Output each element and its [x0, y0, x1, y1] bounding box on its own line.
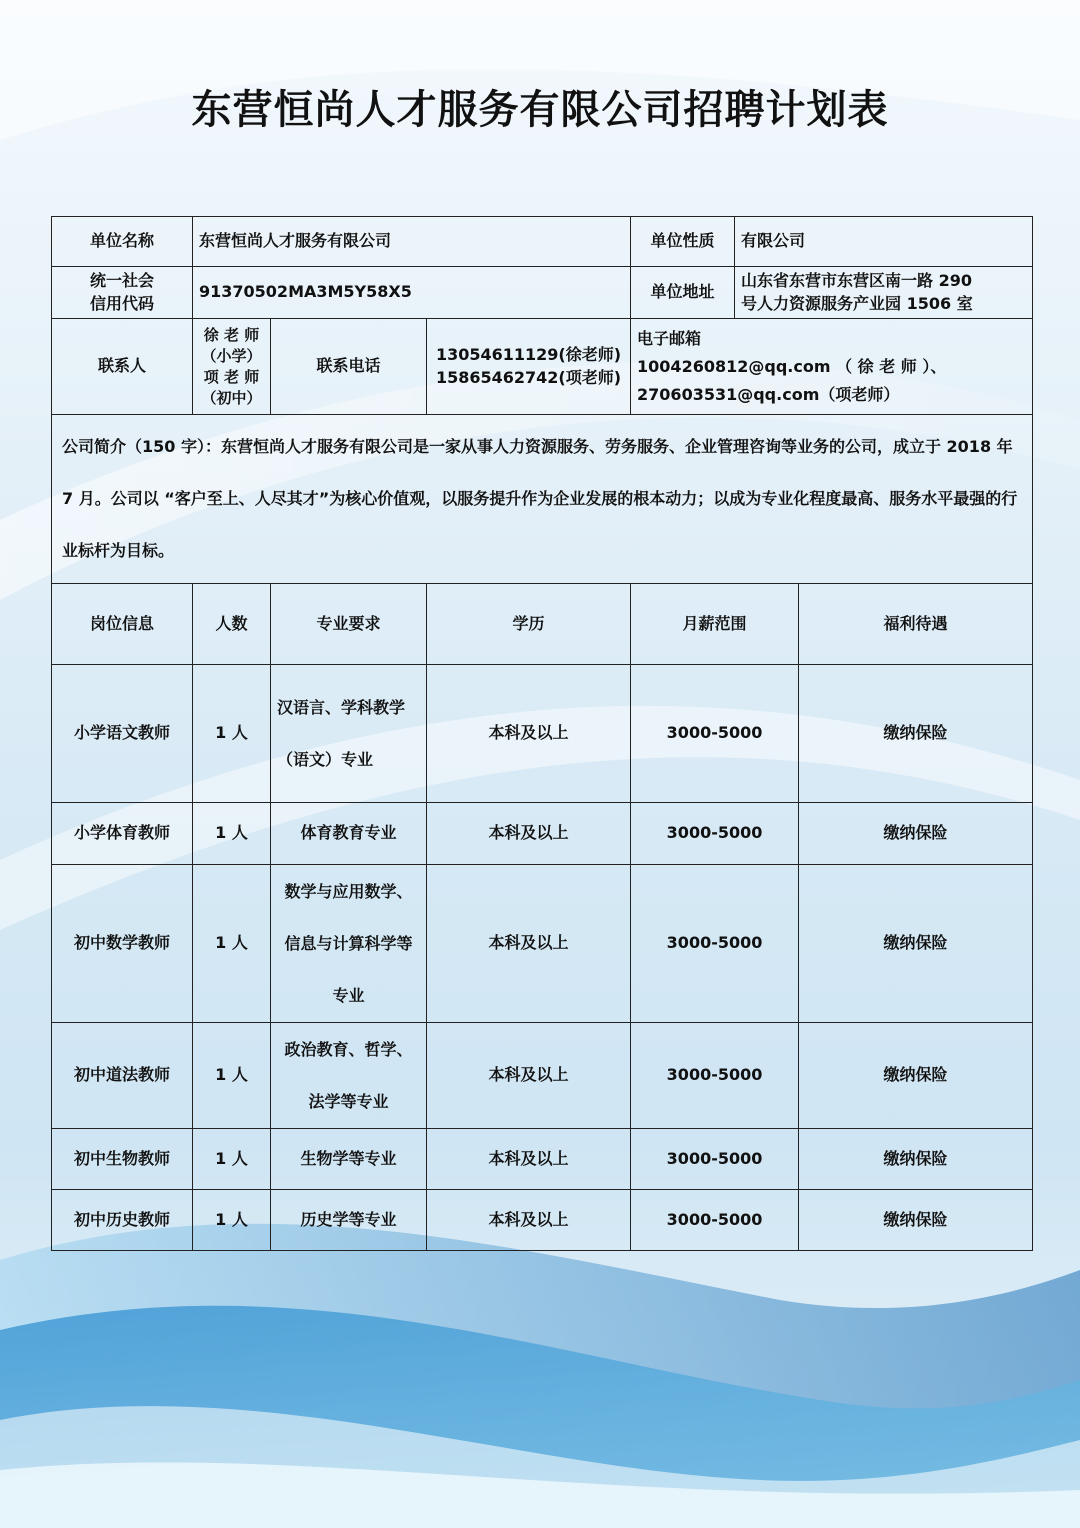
job-count: 1 人 [193, 1190, 271, 1251]
job-salary: 3000-5000 [631, 803, 799, 865]
job-benefits: 缴纳保险 [799, 865, 1033, 1023]
job-major: 政治教育、哲学、法学等专业 [271, 1023, 427, 1129]
job-count: 1 人 [193, 665, 271, 803]
address-value: 山东省东营市东营区南一路 290 号人力资源服务产业园 1506 室 [735, 267, 1033, 319]
contact-label: 联系人 [52, 319, 193, 415]
job-position: 小学语文教师 [52, 665, 193, 803]
table-row [52, 803, 1033, 865]
job-salary: 3000-5000 [631, 1190, 799, 1251]
job-count: 1 人 [193, 1023, 271, 1129]
job-major: 生物学等专业 [271, 1129, 427, 1190]
unit-type-value: 有限公司 [735, 217, 1033, 267]
job-salary: 3000-5000 [631, 665, 799, 803]
info-row-code [52, 267, 1033, 319]
job-count: 1 人 [193, 803, 271, 865]
phone-label: 联系电话 [271, 319, 427, 415]
table-row [52, 865, 1033, 1023]
credit-code-value: 91370502MA3M5Y58X5 [193, 267, 631, 319]
job-education: 本科及以上 [427, 865, 631, 1023]
header-benefits: 福利待遇 [799, 584, 1033, 665]
job-position: 初中数学教师 [52, 865, 193, 1023]
header-education: 学历 [427, 584, 631, 665]
phone-values: 13054611129(徐老师) 15865462742(项老师) [427, 319, 631, 415]
unit-type-label: 单位性质 [631, 217, 735, 267]
header-row [52, 584, 1033, 665]
job-salary: 3000-5000 [631, 865, 799, 1023]
job-education: 本科及以上 [427, 665, 631, 803]
header-position: 岗位信息 [52, 584, 193, 665]
job-benefits: 缴纳保险 [799, 1129, 1033, 1190]
email-cell: 电子邮箱 1004260812@qq.com （ 徐 老 师 ）、 270603531@qq.com（项老师） [631, 319, 1033, 415]
job-salary: 3000-5000 [631, 1129, 799, 1190]
job-education: 本科及以上 [427, 803, 631, 865]
job-position: 初中道法教师 [52, 1023, 193, 1129]
job-position: 初中生物教师 [52, 1129, 193, 1190]
job-count: 1 人 [193, 1129, 271, 1190]
job-count: 1 人 [193, 865, 271, 1023]
job-benefits: 缴纳保险 [799, 803, 1033, 865]
info-row-unit [52, 217, 1033, 267]
intro-row [52, 415, 1033, 584]
job-major: 体育教育专业 [271, 803, 427, 865]
credit-code-label: 统一社会 信用代码 [52, 267, 193, 319]
table-row [52, 1129, 1033, 1190]
job-major: 数学与应用数学、信息与计算科学等专业 [271, 865, 427, 1023]
job-position: 初中历史教师 [52, 1190, 193, 1251]
job-benefits: 缴纳保险 [799, 665, 1033, 803]
info-row-contact [52, 319, 1033, 415]
job-position: 小学体育教师 [52, 803, 193, 865]
header-salary: 月薪范围 [631, 584, 799, 665]
contact-names: 徐 老 师 （小学） 项 老 师 （初中） [193, 319, 271, 415]
table-row [52, 1190, 1033, 1251]
job-benefits: 缴纳保险 [799, 1023, 1033, 1129]
page-title: 东营恒尚人才服务有限公司招聘计划表 [191, 86, 889, 133]
unit-name-label: 单位名称 [52, 217, 193, 267]
job-benefits: 缴纳保险 [799, 1190, 1033, 1251]
table-row [52, 1023, 1033, 1129]
job-major: 历史学等专业 [271, 1190, 427, 1251]
header-major: 专业要求 [271, 584, 427, 665]
job-salary: 3000-5000 [631, 1023, 799, 1129]
header-count: 人数 [193, 584, 271, 665]
job-education: 本科及以上 [427, 1190, 631, 1251]
company-intro: 公司简介（150 字）：东营恒尚人才服务有限公司是一家从事人力资源服务、劳务服务、企业管理咨询等业务的公司，成立于 2018 年 7 月。公司以 “客户至上、人尽其才”为核心价值观，以服务提升作为企业发展的根本动力；以成为专业化程度最高、服务水平最强的行业标杆为目标。 [52, 415, 1033, 584]
table-row [52, 665, 1033, 803]
job-major: 汉语言、学科教学（语文）专业 [271, 665, 427, 803]
recruitment-table [51, 216, 1033, 1251]
job-education: 本科及以上 [427, 1129, 631, 1190]
job-education: 本科及以上 [427, 1023, 631, 1129]
address-label: 单位地址 [631, 267, 735, 319]
unit-name-value: 东营恒尚人才服务有限公司 [193, 217, 631, 267]
